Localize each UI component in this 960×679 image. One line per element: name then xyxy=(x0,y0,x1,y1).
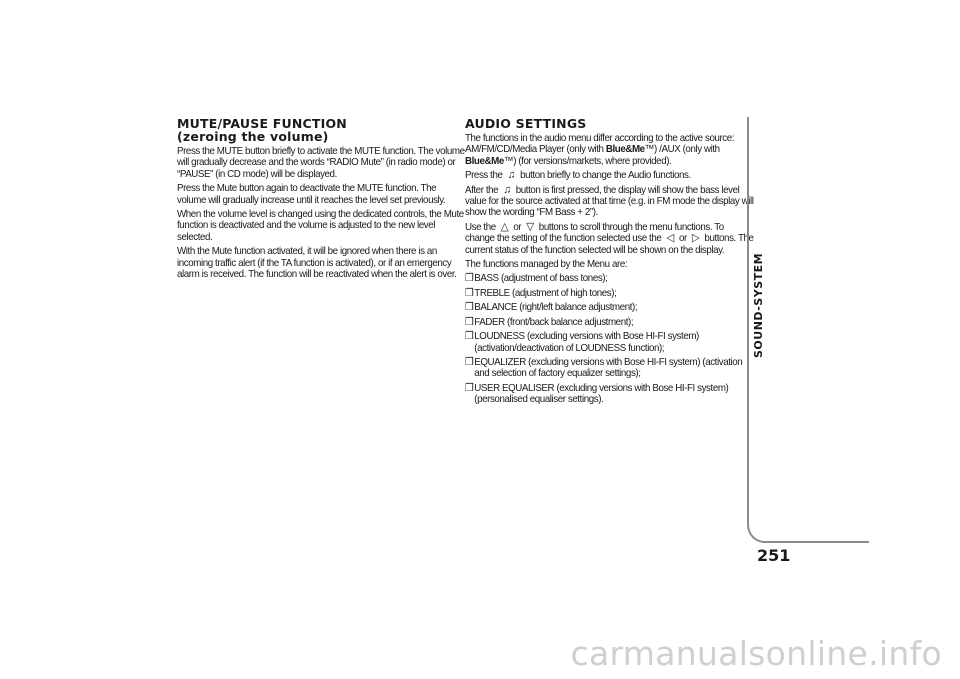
list-item xyxy=(465,288,755,299)
audio-p4-text-a: Use the xyxy=(465,220,499,233)
list-item xyxy=(465,331,755,354)
right-column xyxy=(465,117,755,409)
music-note-icon: ♫ xyxy=(503,183,511,196)
list-item-text: FADER (front/back balance adjustment); xyxy=(474,315,634,328)
audio-p1-text-a: The functions in the audio menu differ according to the active source: AM/FM/CD/Media Player (only with xyxy=(465,132,735,156)
left-column xyxy=(177,117,467,283)
list-item-text: BASS (adjustment of bass tones); xyxy=(474,272,608,285)
audio-p1-text-b: ™) /AUX (only with xyxy=(644,143,720,156)
left-arrow-icon: ◁ xyxy=(666,232,674,245)
audio-p3-text-a: After the xyxy=(465,183,501,196)
watermark: carmanualsonline.info xyxy=(570,634,942,673)
mute-heading xyxy=(177,117,467,143)
list-item xyxy=(465,302,755,313)
mute-paragraph-1: Press the MUTE button briefly to activate the MUTE function. The volume will gradually decrease and the words “RADIO Mute” (in radio mode) or “PAUSE” (in CD mode) will be displayed. xyxy=(177,145,465,180)
audio-p2-text-a: Press the xyxy=(465,169,505,182)
list-item-text: USER EQUALISER (excluding versions with Bose HI-FI system) (personalised equaliser settings). xyxy=(474,381,729,406)
brand-blueme-1: Blue&Me xyxy=(605,143,645,156)
page-number: 251 xyxy=(757,546,791,565)
audio-paragraph-2 xyxy=(465,170,755,181)
audio-p1-text-c: ™) (for versions/markets, where provided). xyxy=(503,154,672,167)
bullet-square-icon: ❒ xyxy=(465,286,474,299)
audio-paragraph-5: The functions managed by the Menu are: xyxy=(465,258,628,271)
bullet-square-icon: ❒ xyxy=(465,272,474,285)
brand-blueme-2: Blue&Me xyxy=(465,154,504,167)
right-arrow-icon: ▷ xyxy=(691,232,700,245)
audio-p4-text-e: buttons. The current status of the function selected will be shown on the display. xyxy=(465,232,754,256)
list-item-text: TREBLE (adjustment of high tones); xyxy=(474,286,617,299)
list-item-text: EQUALIZER (excluding versions with Bose HI-FI system) (activation and selection of factory equalizer settings); xyxy=(474,355,743,380)
list-item-text: BALANCE (right/left balance adjustment); xyxy=(474,301,638,314)
audio-p2-text-b: button briefly to change the Audio functions. xyxy=(517,169,691,182)
audio-p4-text-d: or xyxy=(676,232,690,245)
mute-heading-line1: MUTE/PAUSE FUNCTION xyxy=(177,116,347,131)
section-label: SOUND-SYSTEM xyxy=(752,252,765,358)
bullet-square-icon: ❒ xyxy=(465,330,474,343)
bullet-square-icon: ❒ xyxy=(465,381,474,394)
mute-paragraph-2: Press the Mute button again to deactivate the MUTE function. The volume will gradually increase until it reaches the level set previously. xyxy=(177,182,446,206)
mute-paragraph-3: When the volume level is changed using the dedicated controls, the Mute function is deactivated and the volume is adjusted to the new level selected. xyxy=(177,208,464,243)
audio-paragraph-1 xyxy=(465,133,755,167)
mute-heading-line2: (zeroing the volume) xyxy=(177,129,329,144)
bullet-square-icon: ❒ xyxy=(465,315,474,328)
list-item xyxy=(465,273,755,284)
audio-p4-text-c: buttons to scroll through the menu functions. To change the setting of the function selected use the xyxy=(465,220,724,245)
audio-p4-text-b: or xyxy=(511,220,524,233)
music-note-icon: ♫ xyxy=(507,169,515,182)
list-item xyxy=(465,317,755,328)
audio-paragraph-3 xyxy=(465,185,755,219)
list-item xyxy=(465,357,755,380)
section-sidebar xyxy=(747,117,869,543)
mute-paragraph-4: With the Mute function activated, it will be ignored when there is an incoming traffic alert (if the TA function is activated), or if an emergency alarm is received. The function will be reactivated when the alert is over. xyxy=(177,245,457,281)
bullet-square-icon: ❒ xyxy=(465,355,474,368)
audio-settings-heading: AUDIO SETTINGS xyxy=(465,116,587,131)
list-item xyxy=(465,383,755,406)
bullet-square-icon: ❒ xyxy=(465,301,474,314)
audio-p3-text-b: button is first pressed, the display will show the bass level value for the source activated at that time (e.g. in FM mode the display will show the wording “FM Bass + 2”). xyxy=(465,183,754,219)
list-item-text: LOUDNESS (excluding versions with Bose HI-FI system) (activation/deactivation of LOUDNESS function); xyxy=(474,330,699,354)
down-arrow-icon: ▽ xyxy=(526,220,534,233)
audio-paragraph-4 xyxy=(465,222,755,256)
up-arrow-icon: △ xyxy=(500,220,509,233)
